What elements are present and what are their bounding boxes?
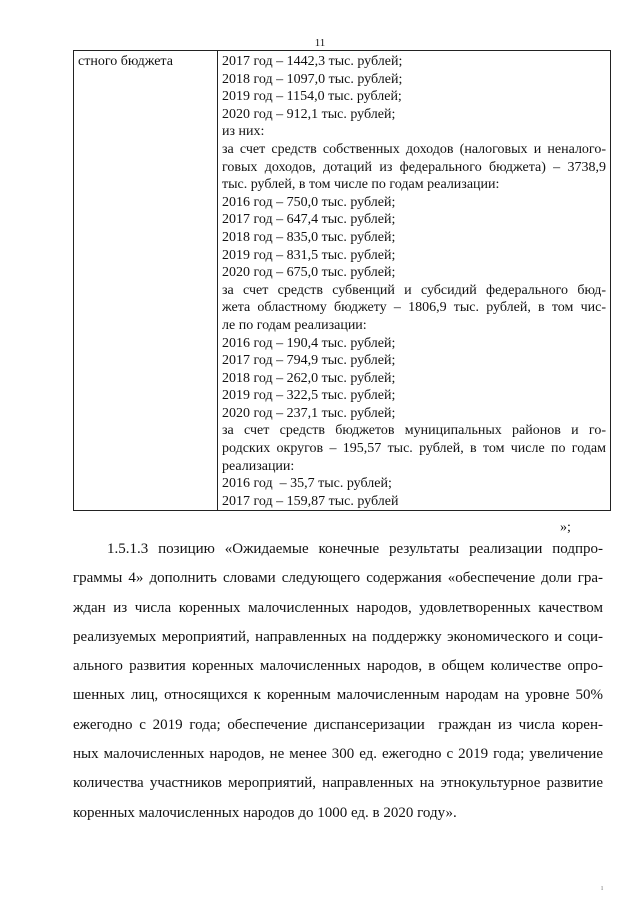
table-line: 2018 год – 835,0 тыс. рублей; — [222, 229, 396, 245]
paragraph-line: ального развития коренных малочисленных народов, в общем количестве опро- — [73, 658, 603, 675]
paragraph-line: шенных лиц, относящихся к коренным малочисленным народам на уровне 50% — [73, 687, 603, 704]
table-line: 2019 год – 831,5 тыс. рублей; — [222, 247, 396, 263]
table-line: 2017 год – 647,4 тыс. рублей; — [222, 212, 396, 228]
table-line: родских округов – 195,57 тыс. рублей, в том числе по годам — [222, 441, 606, 457]
closing-quote: »; — [560, 520, 571, 535]
table-line: 2019 год – 1154,0 тыс. рублей; — [222, 89, 402, 105]
table-row — [74, 51, 611, 511]
table-line: говых доходов, дотаций из федерального бюджета) – 3738,9 — [222, 159, 606, 175]
table-right-cell — [218, 51, 611, 511]
paragraph-line: коренных малочисленных народов до 1000 ед. в 2020 году». — [73, 804, 457, 821]
table-line: реализации: — [222, 458, 295, 474]
table-line: 2017 год – 794,9 тыс. рублей; — [222, 353, 396, 369]
table-line: жета областному бюджету – 1806,9 тыс. рублей, в том чис- — [222, 300, 606, 316]
scan-mark: ı — [601, 883, 604, 892]
table-line: за счет средств бюджетов муниципальных районов и го- — [222, 423, 606, 439]
table-left-cell — [74, 51, 218, 511]
amendment-paragraph — [73, 535, 603, 828]
table-line: 2020 год – 912,1 тыс. рублей; — [222, 106, 396, 122]
table-line: 2017 год – 1442,3 тыс. рублей; — [222, 54, 403, 69]
table-line: 2020 год – 675,0 тыс. рублей; — [222, 265, 396, 281]
table-line: 2017 год – 159,87 тыс. рублей — [222, 493, 399, 509]
paragraph-line: ежегодно с 2019 года; обеспечение диспансеризации граждан из числа корен- — [73, 716, 603, 733]
table-line: 2020 год – 237,1 тыс. рублей; — [222, 405, 396, 421]
budget-table — [73, 50, 611, 511]
table-line: 2016 год – 750,0 тыс. рублей; — [222, 194, 396, 210]
paragraph-line: 1.5.1.3 позицию «Ожидаемые конечные результаты реализации подпро- — [107, 541, 603, 557]
table-row-label: стного бюджета — [78, 54, 173, 69]
table-line: 2018 год – 262,0 тыс. рублей; — [222, 370, 396, 386]
paragraph-line: ных малочисленных народов, не менее 300 ед. ежегодно с 2019 года; увеличение — [73, 746, 603, 763]
table-line: за счет средств субвенций и субсидий федерального бюд- — [222, 282, 606, 298]
page-number: 11 — [314, 37, 326, 49]
table-line: тыс. рублей, в том числе по годам реализации: — [222, 177, 500, 193]
table-line: ле по годам реализации: — [222, 317, 367, 333]
paragraph-line: количества участников мероприятий, направленных на этнокультурное развитие — [73, 775, 603, 792]
table-line: 2019 год – 322,5 тыс. рублей; — [222, 388, 396, 404]
table-line: 2018 год – 1097,0 тыс. рублей; — [222, 71, 403, 87]
paragraph-line: граммы 4» дополнить словами следующего содержания «обеспечение доли гра- — [73, 570, 603, 587]
paragraph-line: реализуемых мероприятий, направленных на поддержку экономического и соци- — [73, 628, 603, 645]
table-line: 2016 год – 190,4 тыс. рублей; — [222, 335, 396, 351]
table-line: из них: — [222, 124, 265, 140]
table-line: за счет средств собственных доходов (налоговых и неналого- — [222, 141, 606, 157]
table-line: 2016 год – 35,7 тыс. рублей; — [222, 476, 392, 492]
paragraph-line: ждан из числа коренных малочисленных народов, удовлетворенных качеством — [73, 599, 603, 616]
